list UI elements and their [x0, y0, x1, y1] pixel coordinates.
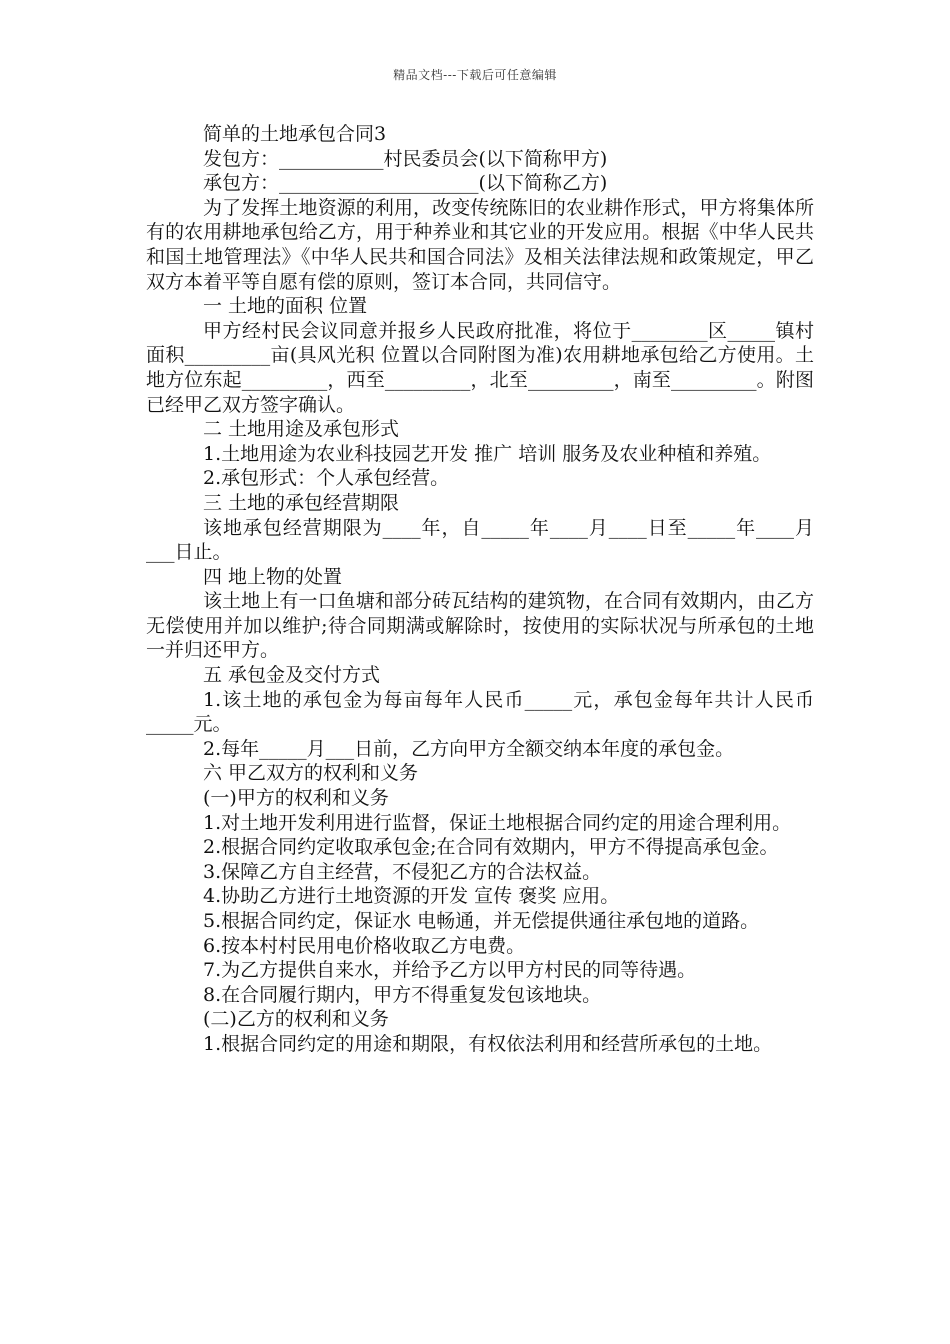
section-6a-item-7: 7.为乙方提供自来水，并给予乙方以甲方村民的同等待遇。 [203, 959, 697, 982]
section-3-text: 该地承包经营期限为____年，自_____年____月____日至_____年____月___日止。 [146, 516, 814, 564]
section-6a-item-4: 4.协助乙方进行土地资源的开发 宣传 褒奖 应用。 [203, 885, 620, 908]
section-5-title: 五 承包金及交付方式 [203, 664, 381, 687]
section-6a-item-3: 3.保障乙方自主经营，不侵犯乙方的合法权益。 [203, 860, 602, 883]
section-2-item-1: 1.土地用途为农业科技园艺开发 推广 培训 服务及农业种植和养殖。 [203, 442, 772, 465]
section-6a-title: (一)甲方的权利和义务 [203, 787, 389, 810]
section-3-title: 三 土地的承包经营期限 [203, 491, 400, 514]
section-6a-item-2: 2.根据合同约定收取承包金;在合同有效期内，甲方不得提高承包金。 [203, 836, 779, 859]
party-a-line: 发包方：___________村民委员会(以下简称甲方) [203, 147, 608, 170]
section-5-item-1: 1.该土地的承包金为每亩每年人民币_____元，承包金每年共计人民币_____元。 [146, 688, 814, 736]
section-6a-item-5: 5.根据合同约定，保证水 电畅通，并无偿提供通往承包地的道路。 [203, 910, 760, 932]
party-b-line: 承包方：_____________________(以下简称乙方) [203, 172, 608, 195]
section-2-item-2: 2.承包形式：个人承包经营。 [203, 467, 450, 490]
section-2-title: 二 土地用途及承包形式 [203, 418, 400, 441]
section-4-title: 四 地上物的处置 [203, 565, 343, 588]
document-title: 简单的土地承包合同3 [203, 123, 387, 145]
section-6a-item-8: 8.在合同履行期内，甲方不得重复发包该地块。 [203, 983, 602, 1006]
section-6-title: 六 甲乙双方的权利和义务 [203, 762, 419, 785]
page-header: 精品文档---下载后可任意编辑 [393, 68, 557, 82]
document-body [146, 122, 814, 1057]
section-4-text: 该土地上有一口鱼塘和部分砖瓦结构的建筑物，在合同有效期内，由乙方无偿使用并加以维护;待合同期满或解除时，按使用的实际状况与所承包的土地一并归还甲方。 [146, 590, 814, 662]
section-6b-title: (二)乙方的权利和义务 [203, 1008, 389, 1031]
section-6b-item-1: 1.根据合同约定的用途和期限，有权依法利用和经营所承包的土地。 [203, 1032, 773, 1055]
section-1-title: 一 土地的面积 位置 [203, 295, 368, 318]
section-5-item-2: 2.每年_____月___日前，乙方向甲方全额交纳本年度的承包金。 [203, 737, 735, 760]
section-6a-item-1: 1.对土地开发利用进行监督，保证土地根据合同约定的用途合理利用。 [203, 811, 792, 834]
intro-paragraph: 为了发挥土地资源的利用，改变传统陈旧的农业耕作形式，甲方将集体所有的农用耕地承包给乙方，用于种养业和其它业的开发应用。根据《中华人民共和国土地管理法》《中华人民共和国合同法》及相关法律法规和政策规定，甲乙双方本着平等自愿有偿的原则，签订本合同，共同信守。 [146, 196, 814, 293]
section-1-text: 甲方经村民会议同意并报乡人民政府批准，将位于________区_____镇村面积_________亩(具风光积 位置以合同附图为准)农用耕地承包给乙方使用。土地方位东起_________，西至_________，北至_________，南至_________。附图已经甲乙双方签字确认。 [146, 319, 814, 416]
section-6a-item-6: 6.按本村村民用电价格收取乙方电费。 [203, 934, 526, 957]
